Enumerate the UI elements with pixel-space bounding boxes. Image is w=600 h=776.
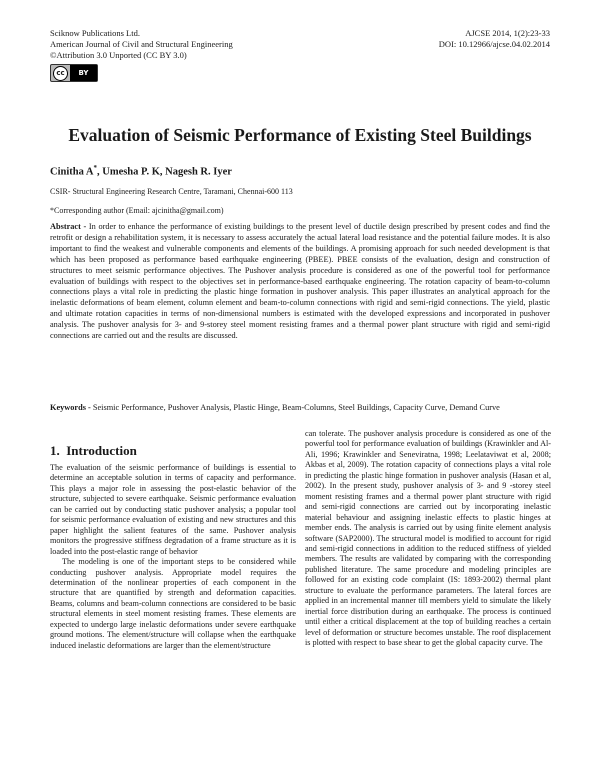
doi: DOI: 10.12966/ajcse.04.02.2014 (438, 39, 550, 49)
first-author: Cinitha A (50, 166, 94, 178)
section-title: Introduction (66, 443, 137, 458)
journal-issue: AJCSE 2014, 1(2):23-33 (465, 28, 550, 38)
intro-paragraph-2: The modeling is one of the important steps to be considered while conducting pushover analysis. Appropriate model requires the determination of the nonlinear properties of each component in the structure that are quantified by strength and deformation capacities. Beams, columns and beam-column connections are considered to be basic structural elements in steel moment resisting frames. These elements are expected to undergo large inelastic deformations under severe earthquake ground motions. The element/structure will collapse when the earthquake induced inelastic deformations are larger than the element/structure (50, 557, 296, 650)
intro-paragraph-1: The evaluation of the seismic performance of buildings is essential to determine an acceptable solution in terms of capacity and performance. This plays a major role in assessing the post-elastic behavior of the structure, subjected to severe earthquake. Seismic performance evaluation can be carried out by conducting static pushover analysis; a popular tool for seismic performance evaluation of existing and new structures and this paper highlight the salient features of the same. Pushover analysis monitors the progressive stiffness degradation of a frame structure as it is loaded into the post-elastic range of behavior (50, 463, 296, 556)
abstract-label: Abstract - (50, 222, 87, 231)
page-header-left (50, 28, 233, 61)
keywords-label: Keywords - (50, 403, 91, 412)
affiliation: CSIR- Structural Engineering Research Centre, Taramani, Chennai-600 113 (50, 187, 293, 196)
cc-icon: cc (53, 66, 68, 81)
intro-paragraph-continued: can tolerate. The pushover analysis procedure is considered as one of the powerful tool for performance evaluation of buildings (Krawinkler and Al-Ali, 1996; Krawinkler and Seneviratna, 1998; Leelataviwat et al, 2008; Akbas et al, 2009). The rotation capacity of connections plays a vital role in predicting the plastic hinge formation in pushover analysis (Hasan et al, 2002). In the present study, pushover analysis of 3- and 9 -storey steel moment resisting frames and a thermal power plant structure with rigid and semi-rigid connections are carried out by incorporating inelastic material behaviour and assigning inelastic effects to plastic hinges at member ends. The analysis is carried out by using finite element analysis software (SAP2000). The structural model is modified to account for rigid and semi-rigid connections in addition to the reduced stiffness of yielded members. The results are validated by comparing with the corresponding published literature. The same procedure and modeling principles are followed for an existing code complaint (IS: 1893-2002) thermal plant structure to evaluate the performance parameters. The lateral forces are applied in an incremental manner till members yield to simulate the likely inertial force distribution during an earthquake. The process is continued until either a critical displacement at the top of building reaches a certain level of deformation or structure becomes unstable. The roof displacement is plotted with respect to base shear to get the global capacity curve. The (305, 429, 551, 648)
section-heading-introduction (50, 443, 137, 459)
author-list (50, 164, 232, 178)
cc-by-label: BY (70, 65, 97, 81)
corresponding-author: *Corresponding author (Email: ajcinitha@gmail.com) (50, 206, 224, 215)
cc-license-badge[interactable] (50, 64, 98, 82)
keywords-text: Seismic Performance, Pushover Analysis, Plastic Hinge, Beam-Columns, Steel Buildings, Capacity Curve, Demand Curve (90, 403, 500, 412)
paper-title: Evaluation of Seismic Performance of Existing Steel Buildings (68, 125, 532, 145)
abstract-text: In order to enhance the performance of existing buildings to the present level of ductile design prescribed by present codes and find the retrofit or design a rehabilitation system, it is necessary to assess accurately the actual lateral load resistance and the potential failure modes. It is also important to find the weakest and vulnerable components and elements of the buildings. A promising approach for such needed development is that which has been proposed as performance based earthquake engineering (PBEE). PBEE consists of the evaluation, design and construction of structures to meet seismic performance objectives. The Pushover analysis procedure is considered as one of the powerful tool for performance evaluation of buildings with respect to the objectives set in performance-based earthquake engineering. The rotation capacity of beam-to-column connections plays a vital role in predicting the plastic hinge formation in pushover analysis. This paper illustrates an analytical approach for the inelastic deformations of beam element, column element and beam-to-column connections with rigid and semi-rigid connections. The yield, plastic and ultimate rotation capacities in terms of non-dimensional numbers is estimated with the developed expressions and incorporated in pushover analysis. The pushover analysis for 3- and 9-storey steel moment resisting frames and a thermal power plant structure with rigid and semi-rigid connections are carried out and the results are discussed. (50, 222, 550, 341)
corresponding-mark: * (93, 164, 97, 172)
section-number: 1. (50, 443, 60, 458)
journal-name: American Journal of Civil and Structural Engineering (50, 39, 233, 49)
other-authors: , Umesha P. K, Nagesh R. Iyer (96, 166, 232, 178)
abstract (50, 222, 550, 342)
left-column (50, 463, 296, 651)
right-column (305, 429, 551, 649)
page-header-right (439, 28, 550, 50)
keywords (50, 403, 550, 414)
publisher-name: Sciknow Publications Ltd. (50, 28, 140, 38)
license-text: ©Attribution 3.0 Unported (CC BY 3.0) (50, 50, 187, 60)
